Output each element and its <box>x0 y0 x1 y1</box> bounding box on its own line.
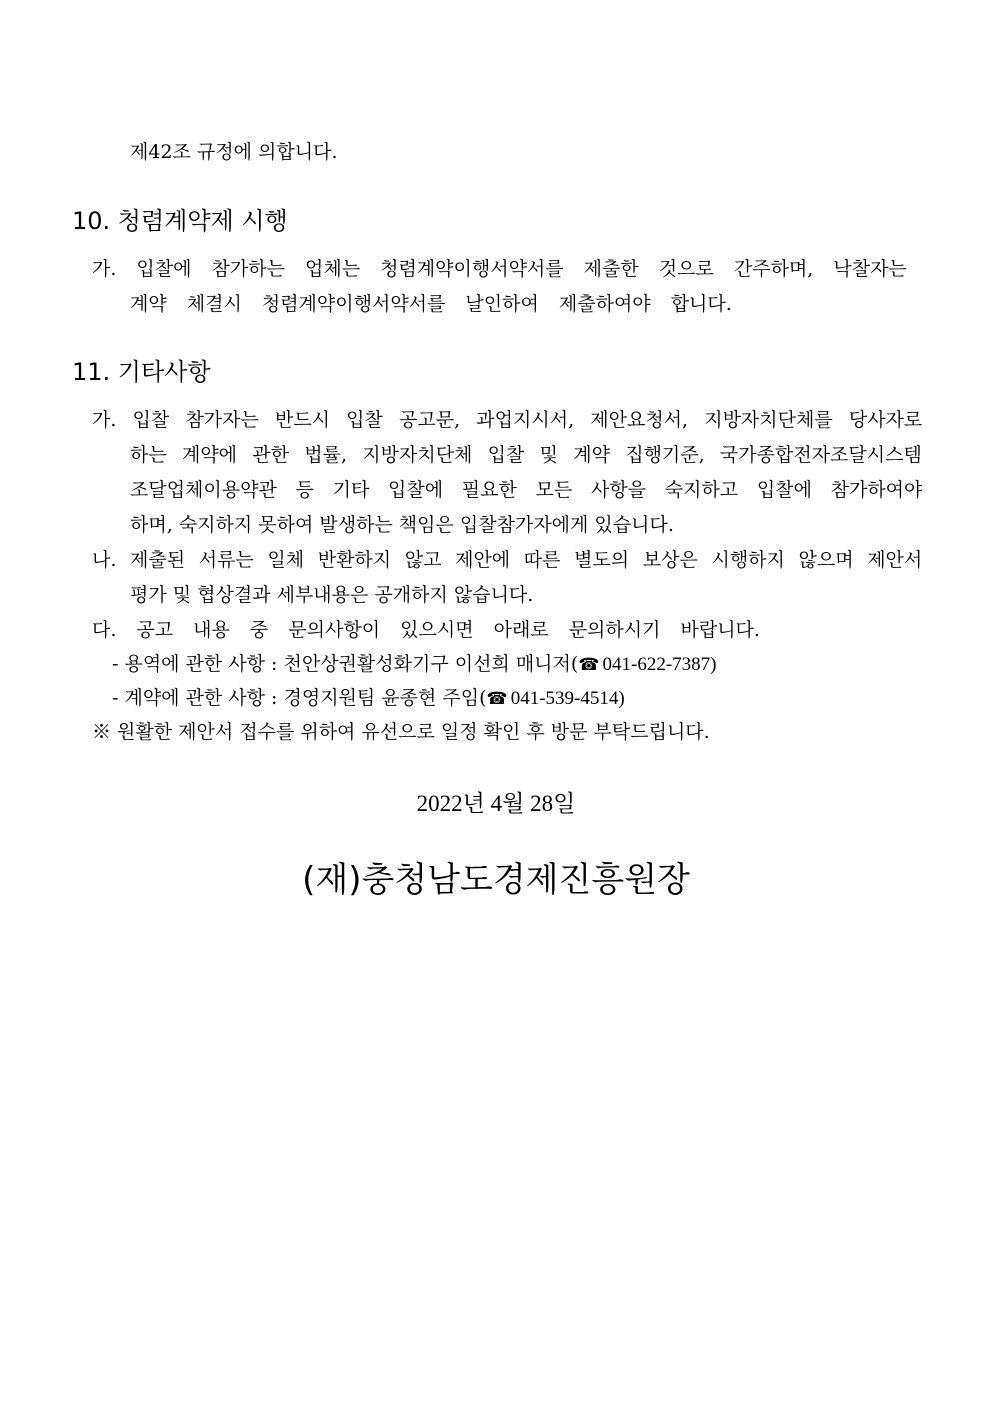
contact-contract-prefix: - 계약에 관한 사항 : 경영지원팀 윤종현 주임( <box>112 687 487 709</box>
contact-service <box>112 652 716 677</box>
organization-name: (재)충청남도경제진흥원장 <box>302 860 690 900</box>
section-11-item-ga-line-2: 하는 계약에 관한 법률, 지방자치단체 입찰 및 계약 집행기준, 국가종합전자조달시스템 <box>130 444 922 466</box>
section-11-heading: 11. 기타사항 <box>72 358 211 386</box>
contact-service-phone: 041-622-7387) <box>602 654 717 675</box>
document-date: 2022년 4월 28일 <box>416 791 576 816</box>
section-11-item-da-line-1: 다. 공고 내용 중 문의사항이 있으시면 아래로 문의하시기 바랍니다. <box>92 619 760 641</box>
contact-service-prefix: - 용역에 관한 사항 : 천안상권활성화기구 이선희 매니저( <box>112 653 579 675</box>
section-11-item-na-line-2: 평가 및 협상결과 세부내용은 공개하지 않습니다. <box>130 584 534 606</box>
contact-contract-phone: 041-539-4514) <box>510 688 625 709</box>
section-11-item-na-line-1: 나. 제출된 서류는 일체 반환하지 않고 제안에 따른 별도의 보상은 시행하지 않으며 제안서 <box>92 549 923 571</box>
visit-note: ※ 원활한 제안서 접수를 위하여 유선으로 일정 확인 후 방문 부탁드립니다. <box>92 721 710 743</box>
telephone-icon: ☎ <box>486 689 508 709</box>
contact-contract <box>112 686 625 711</box>
section-10-item-ga-line-2: 계약 체결시 청렴계약이행서약서를 날인하여 제출하여야 합니다. <box>130 293 732 315</box>
continuation-text: 제42조 규정에 의합니다. <box>130 141 338 163</box>
section-10-item-ga-line-1: 가. 입찰에 참가하는 업체는 청렴계약이행서약서를 제출한 것으로 간주하며, 낙찰자는 <box>92 258 907 280</box>
telephone-icon: ☎ <box>578 655 600 675</box>
section-11-item-ga-line-1: 가. 입찰 참가자는 반드시 입찰 공고문, 과업지시서, 제안요청서, 지방자치단체를 당사자로 <box>92 409 923 431</box>
section-10-heading: 10. 청렴계약제 시행 <box>72 207 288 235</box>
section-11-item-ga-line-4: 하며, 숙지하지 못하여 발생하는 책임은 입찰참가자에게 있습니다. <box>130 514 674 536</box>
section-11-item-ga-line-3: 조달업체이용약관 등 기타 입찰에 필요한 모든 사항을 숙지하고 입찰에 참가하여야 <box>130 479 923 501</box>
